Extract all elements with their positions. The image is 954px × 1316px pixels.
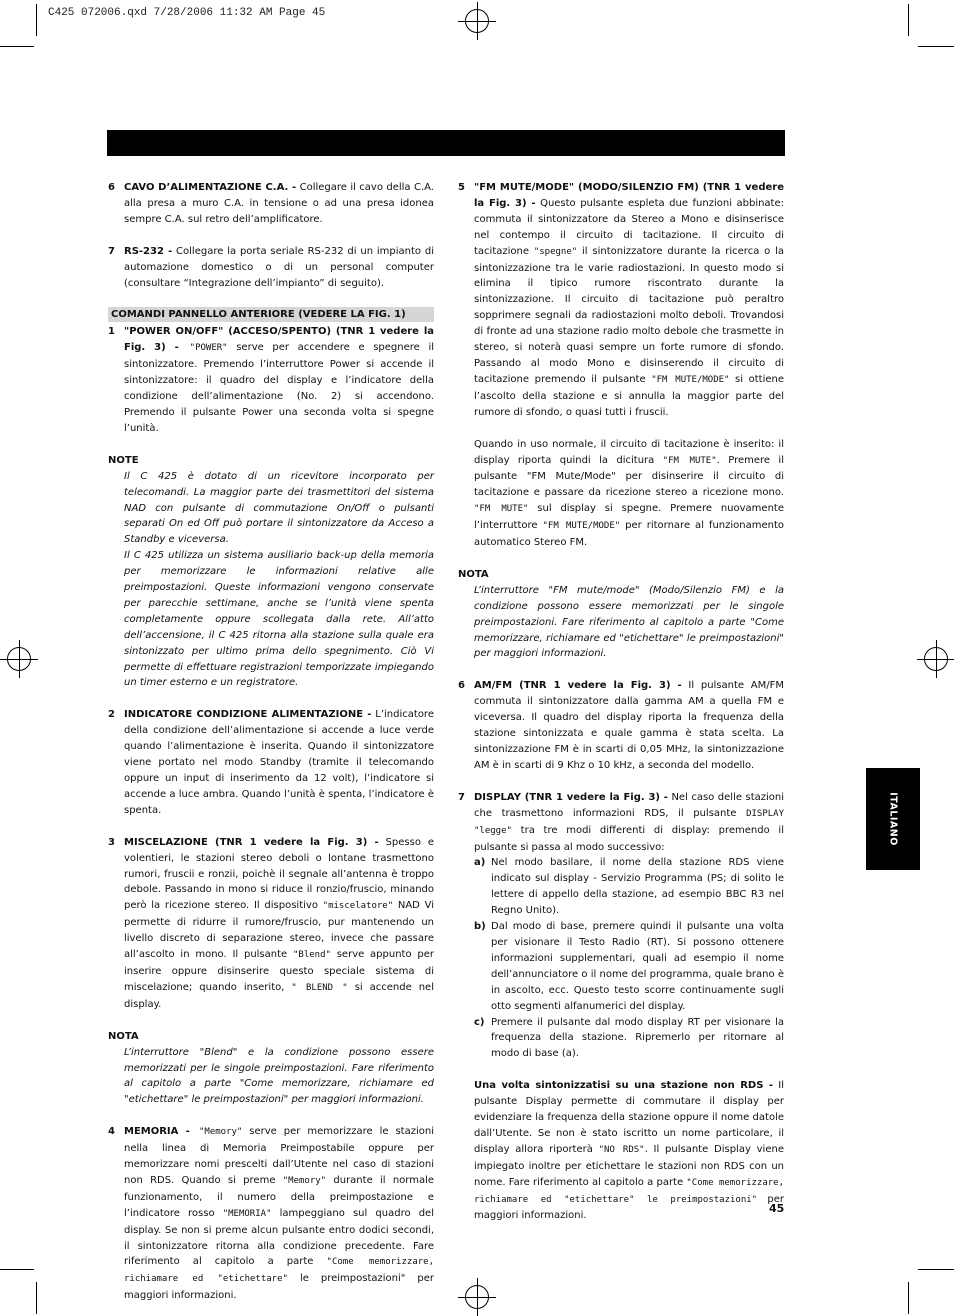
item-mono-text: DISPLAY "legge" xyxy=(474,808,784,836)
non-rds-paragraph xyxy=(458,1078,784,1224)
item-mono-text: "Memory" xyxy=(189,1127,243,1138)
header-bar xyxy=(107,130,785,156)
crop-mark-br-h xyxy=(918,1269,954,1270)
item-5-fm-mute xyxy=(458,180,784,421)
item-7-display xyxy=(458,790,784,856)
item-number: 6 xyxy=(458,680,465,692)
note-paragraph: Il C 425 utilizza un sistema ausiliario back-up della memoria per memorizzare le informazioni relative alle preimpostazioni. Queste informazioni vengono conservate per parecchie settimane, anche se l’unità viene spenta completamente oppure scollegata dalla rete. All’atto dell’accensione, il C 425 ritorna alla stazione sulla quale era sintonizzato per ultimo prima dello spegnimento. Ciò Vi permette di effettuare registrazioni temporizzate impiegando un timer esterno e un registratore. xyxy=(124,550,434,689)
sub-item-text: Nel modo basilare, il nome della stazione RDS viene indicato sul display - Servizio Programma (PS; di solito le lettere di appello della stazione, ad esempio BBC R3 nel Regno Unito). xyxy=(491,857,784,917)
registration-mark-top xyxy=(465,9,489,33)
display-mode-c xyxy=(458,1015,784,1063)
crop-mark-bl-h xyxy=(0,1269,34,1270)
item-number: 3 xyxy=(108,836,115,848)
section-heading-front-panel: COMANDI PANNELLO ANTERIORE (VEDERE LA FIG. 1) xyxy=(108,307,434,322)
item-mono-text: "NO RDS" xyxy=(598,1144,645,1155)
left-column xyxy=(108,180,434,1304)
registration-mark-bottom xyxy=(465,1285,489,1309)
item-text: Il pulsante Display permette di commutare il display per evidenziare la frequenza della stazione oppure il nome datole dall’Utente. Se non è stato iscritto un nome particolare, il display allora riporterà xyxy=(474,1080,784,1155)
crop-mark-tl-h xyxy=(0,46,34,47)
paragraph-title: Una volta sintonizzatisi su una stazione non RDS - xyxy=(474,1080,774,1092)
item-text: Collegare la porta seriale RS-232 di un impianto di automazione domestico o di un personal computer (consultare “Integrazione dell’impianto” di seguito). xyxy=(124,245,434,289)
item-number: 7 xyxy=(108,245,115,257)
note-body xyxy=(458,583,784,663)
crop-mark-br-v xyxy=(908,1282,909,1314)
item-title: "POWER ON/OFF" (ACCESO/SPENTO) (TNR 1 vedere la Fig. 3) - xyxy=(124,326,434,354)
registration-mark-left xyxy=(7,647,31,671)
sub-item-label: c) xyxy=(474,1016,485,1028)
note-heading: NOTE xyxy=(108,454,139,466)
item-text: si accende nel display. xyxy=(124,981,434,1010)
item-text: Spesso e volentieri, le stazioni stereo deboli o lontane trasmettono rumori, fruscii e ronzii, poichè il segnale all’antenna è troppo debole. Passando in mono si riduce il ronzio/fruscio, minando però la ricezione stereo. Il dispositivo xyxy=(124,836,434,912)
language-tab xyxy=(866,768,920,870)
crop-mark-bl-v xyxy=(36,1282,37,1314)
item-mono-text: " BLEND " xyxy=(291,982,348,993)
note-paragraph: L’interruttore "Blend" e la condizione possono essere memorizzati per le singole preimpostazioni. Fare riferimento al capitolo a parte "Come memorizzare, richiamare ed "etichettare" le preimpostazioni" per maggiori informazioni. xyxy=(124,1046,434,1106)
item-title: MISCELAZIONE (TNR 1 vedere la Fig. 3) - xyxy=(124,836,379,848)
crop-mark-tl-v xyxy=(36,4,37,36)
item-text: Collegare il cavo della C.A. alla presa a muro C.A. in tensione o ad una presa idonea sempre C.A. sul retro dell’amplificatore. xyxy=(124,182,434,225)
item-number: 5 xyxy=(458,182,465,193)
item-text: durante il normale funzionamento, il numero della preimpostazione e l’indicatore rosso xyxy=(124,1174,435,1219)
sub-item-text: Premere il pulsante dal modo display RT per visionare la frequenza della stazione. Ripremerlo per ritornare al modo di base (a). xyxy=(491,1016,784,1060)
note-body xyxy=(108,469,434,692)
item-3-blend xyxy=(108,835,434,1013)
sub-item-label: b) xyxy=(474,921,486,933)
item-number: 6 xyxy=(108,182,115,193)
crop-mark-tr-v xyxy=(908,4,909,36)
item-mono-text: "FM MUTE" xyxy=(662,455,717,466)
item-7-rs232 xyxy=(108,244,434,292)
item-text: Il pulsante AM/FM commuta il sintonizzatore dalla gamma AM a quella FM e viceversa. Il quadro del display riporta la frequenza della stazione sintonizzata e quale gamma è stata scelta. La sintonizzazione FM è in scarti di 0,05 MHz, la sintonizzazione AM è in scarti di 9 Khz o 10 kHz, a seconda del modello. xyxy=(474,680,784,771)
item-mono-text: "POWER" xyxy=(178,343,228,354)
item-mono-text: "Blend" xyxy=(292,950,331,961)
item-mono-text: "MEMORIA" xyxy=(222,1208,272,1219)
item-number: 4 xyxy=(108,1126,115,1138)
item-6-ac-cord xyxy=(108,180,434,228)
item-4-memory xyxy=(108,1124,434,1304)
item-text: si ottiene l’ascolto della stazione e si annulla la maggior parte del rumore di sfondo, o quasi tutti i fruscii. xyxy=(474,373,784,418)
item-text: Quando in uso normale, il circuito di tacitazione è inserito: il display riporta quindi la dicitura xyxy=(474,438,784,466)
item-number: 7 xyxy=(458,791,465,803)
item-text: le preimpostazioni" per maggiori informazioni. xyxy=(124,1273,434,1302)
sub-item-text: Dal modo di base, premere quindi il pulsante una volta per visionare il Testo Radio (RT). Si possono ottenere informazioni supplementari, quali ad esempio il nome dell’annunciatore o il nome del programma, quale brano è in ascolto, ecc. Questo testo scorre continuamente sugli otto segmenti alfanumerici del display. xyxy=(491,921,784,1012)
item-title: CAVO D’ALIMENTAZIONE C.A. - xyxy=(124,182,297,193)
item-number: 2 xyxy=(108,709,115,721)
item-mono-text: "FM MUTE/MODE" xyxy=(651,374,730,385)
registration-mark-right xyxy=(924,647,948,671)
item-text: Questo pulsante espleta due funzioni abbinate: commuta il sintonizzatore da Stereo a Mono e disinserisce nel contempo il circuito di tacitazione. Il circuito di tacitazione xyxy=(474,197,784,257)
note-paragraph: Il C 425 è dotato di un ricevitore incorporato per telecomandi. La maggior parte dei trasmettitori del sistema NAD con pulsante di commutazione On/Off o pulsanti separati On ed Off può portare il sintonizzatore da Acceso a Standby e viceversa. xyxy=(124,470,434,546)
item-text: . Premere il pulsante "FM Mute/Mode" per disinserire il circuito di tacitazione e passare da ricezione stereo a ricezione mono. xyxy=(474,454,784,499)
display-mode-a xyxy=(458,855,784,919)
item-text: per ritornare al funzionamento automatico Stereo FM. xyxy=(474,520,785,549)
crop-mark-tr-h xyxy=(918,46,954,47)
item-title: DISPLAY (TNR 1 vedere la Fig. 3) - xyxy=(474,791,668,803)
item-6-am-fm xyxy=(458,678,784,773)
item-text: sul display si spegne. Premere nuovamente l’interruttore xyxy=(474,503,784,532)
note-paragraph: L’interruttore "FM mute/mode" (Modo/Silenzio FM) e la condizione possono essere memorizzati per le singole preimpostazioni. Fare riferimento al capitolo a parte "Come memorizzare, richiamare ed "etichettare" le preimpostazioni" per maggiori informazioni. xyxy=(474,584,784,660)
item-1-power xyxy=(108,324,434,436)
note-heading: NOTA xyxy=(108,1030,139,1042)
item-title: "FM MUTE/MODE" (MODO/SILENZIO FM) (TNR 1 vedere la Fig. 3) - xyxy=(474,182,784,209)
item-title: INDICATORE CONDIZIONE ALIMENTAZIONE - xyxy=(124,709,372,721)
display-mode-b xyxy=(458,919,784,1014)
item-mono-text: "spegne" xyxy=(533,246,578,257)
item-mono-text: "FM MUTE" xyxy=(474,504,529,515)
note-heading: NOTA xyxy=(458,568,489,580)
item-text: . Il pulsante Display viene impiegato inoltre per etichettare le stazioni non RDS con un nome. Fare riferimento al capitolo a parte xyxy=(474,1143,784,1188)
language-tab-label: ITALIANO xyxy=(887,792,899,846)
item-title: RS-232 - xyxy=(124,245,173,257)
item-mono-text: "Memory" xyxy=(282,1175,327,1186)
item-number: 1 xyxy=(108,326,115,338)
item-mono-text: "FM MUTE/MODE" xyxy=(542,521,621,532)
item-text: il sintonizzatore durante la ricerca o la sintonizzazione tra le varie radiostazioni. In questo modo si elimina il tipico rumore riscontrato durante la sintonizzazione. Il circuito di tacitazione può peraltro sopprimere segnali da radiostazioni molto deboli. Trovandosi di fronte ad una stazione radio molto debole che trasmette in stereo, si noterà quasi sempre un forte rumore di sfondo. Passando al modo Mono e disinserendo il circuito di tacitazione premendo il pulsante xyxy=(474,245,784,385)
item-mono-text: "Come memorizzare, richiamare ed "etichettare" xyxy=(124,1257,434,1285)
note-body xyxy=(108,1045,434,1109)
item-text: per maggiori informazioni. xyxy=(474,1193,784,1222)
page-number: 45 xyxy=(769,1202,785,1215)
item-2-power-indicator xyxy=(108,707,434,818)
sub-item-label: a) xyxy=(474,857,486,869)
print-slug: C425 072006.qxd 7/28/2006 11:32 AM Page 45 xyxy=(48,7,326,19)
item-text: lampeggiano sul quadro del display. Se non si preme alcun pulsante entro dodici secondi, il sintonizzatore ritorna alla condizione precedente. Fare riferimento al capitolo a parte xyxy=(124,1207,434,1268)
item-text: serve appunto per inserire oppure disinserire questo speciale sistema di miscelazione; quando inserito, xyxy=(124,949,434,993)
item-mono-text: "miscelatore" xyxy=(322,901,394,912)
item-text: tra tre modi differenti di display: premendo il pulsante si passa al modo successivo: xyxy=(474,824,784,853)
item-text: L’indicatore della condizione dell’alimentazione si accende a luce verde quando l’alimentazione è inserita. Quando il sintonizzatore viene portato nel modo Standby (tramite il telecomando oppure un input di inserimento da 12 volt), l’indicatore si accende a luce ambra. Quando l’unità è spenta, l’indicatore è spenta. xyxy=(124,709,434,816)
item-text: serve per memorizzare le stazioni nella linea di Memoria Preimpostabile oppure per memorizzare nomi prescelti dall’Utente nel caso di stazioni non RDS. Quando si preme xyxy=(124,1126,434,1186)
right-column xyxy=(458,180,784,1224)
item-title: MEMORIA - xyxy=(124,1126,190,1138)
item-text: NAD Vi permette di ridurre il rumore/fruscio, pur mantenendo un livello discreto di separazione stereo, invece che passare all’ascolto in mono. Il pulsante xyxy=(124,900,435,961)
item-mono-text: "Come memorizzare, richiamare ed "etichettare" le preimpostazioni" xyxy=(474,1177,784,1205)
item-text: Nel caso delle stazioni che trasmettono informazioni RDS, il pulsante xyxy=(474,791,785,819)
item-5-paragraph-2 xyxy=(458,437,784,551)
item-title: AM/FM (TNR 1 vedere la Fig. 3) - xyxy=(474,680,682,692)
item-text: serve per accendere e spegnere il sintonizzatore. Premendo l’interruttore Power si accende il sintonizzatore: il quadro del display e l’indicatore della condizione dell’alimentazione (No. 2) si accendono. Premendo il pulsante Power una seconda volta si spegne l’unità. xyxy=(124,342,435,434)
